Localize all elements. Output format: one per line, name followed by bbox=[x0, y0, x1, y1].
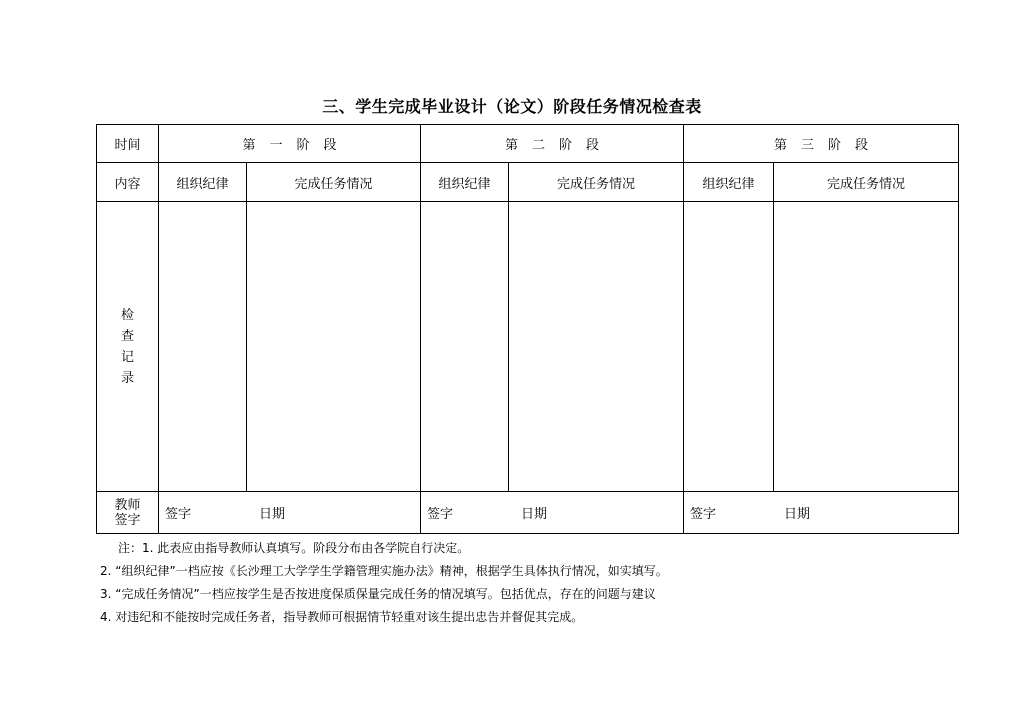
stage-3-header: 第三阶段 bbox=[684, 125, 959, 163]
note-3: 3. “完成任务情况”一档应按学生是否按进度保质保量完成任务的情况填写。包括优点，存在的问题与建议 bbox=[100, 587, 656, 601]
stage-2-discipline-header: 组织纪律 bbox=[421, 163, 509, 202]
stage-1-task-cell[interactable] bbox=[247, 202, 421, 492]
check-record-char: 检 bbox=[120, 307, 134, 323]
stage-3-task-cell[interactable] bbox=[774, 202, 959, 492]
sign-label: 签字 bbox=[690, 507, 717, 522]
date-label: 日期 bbox=[784, 507, 811, 522]
note-2: 2. “组织纪律”一档应按《长沙理工大学学生学籍管理实施办法》精神，根据学生具体执行情况，如实填写。 bbox=[100, 564, 668, 578]
sign-label: 签字 bbox=[427, 507, 454, 522]
date-label: 日期 bbox=[259, 507, 286, 522]
content-header: 内容 bbox=[97, 163, 159, 202]
stage-check-table bbox=[96, 124, 959, 534]
form-title: 三、学生完成毕业设计（论文）阶段任务情况检查表 bbox=[322, 97, 702, 116]
note-1: 注：1. 此表应由指导教师认真填写。阶段分布由各学院自行决定。 bbox=[118, 541, 470, 555]
stage-2-task-cell[interactable] bbox=[509, 202, 684, 492]
check-record-label bbox=[97, 202, 159, 492]
check-record-char: 记 bbox=[120, 349, 134, 365]
stage-1-discipline-header: 组织纪律 bbox=[159, 163, 247, 202]
stage-3-discipline-header: 组织纪律 bbox=[684, 163, 774, 202]
stage-2-header: 第二阶段 bbox=[421, 125, 684, 163]
check-record-char: 录 bbox=[120, 370, 134, 386]
stage-2-task-header: 完成任务情况 bbox=[509, 163, 684, 202]
note-4: 4. 对违纪和不能按时完成任务者，指导教师可根据情节轻重对该生提出忠告并督促其完成。 bbox=[100, 610, 584, 624]
check-record-row bbox=[97, 202, 959, 492]
stage-1-sign-cell[interactable] bbox=[159, 492, 421, 534]
stage-2-sign-cell[interactable] bbox=[421, 492, 684, 534]
subheader-row bbox=[97, 163, 959, 202]
time-header: 时间 bbox=[97, 125, 159, 163]
stage-1-discipline-cell[interactable] bbox=[159, 202, 247, 492]
date-label: 日期 bbox=[521, 507, 548, 522]
stage-3-sign-cell[interactable] bbox=[684, 492, 959, 534]
teacher-sign-label bbox=[97, 492, 159, 534]
stage-1-task-header: 完成任务情况 bbox=[247, 163, 421, 202]
teacher-label-line1: 教师 bbox=[114, 497, 141, 513]
teacher-label-line2: 签字 bbox=[114, 512, 141, 528]
header-row bbox=[97, 125, 959, 163]
check-record-char: 查 bbox=[120, 328, 134, 344]
notes bbox=[100, 537, 668, 629]
sign-label: 签字 bbox=[165, 507, 192, 522]
teacher-sign-row bbox=[97, 492, 959, 534]
stage-2-discipline-cell[interactable] bbox=[421, 202, 509, 492]
stage-1-header: 第一阶段 bbox=[159, 125, 421, 163]
stage-3-task-header: 完成任务情况 bbox=[774, 163, 959, 202]
stage-3-discipline-cell[interactable] bbox=[684, 202, 774, 492]
